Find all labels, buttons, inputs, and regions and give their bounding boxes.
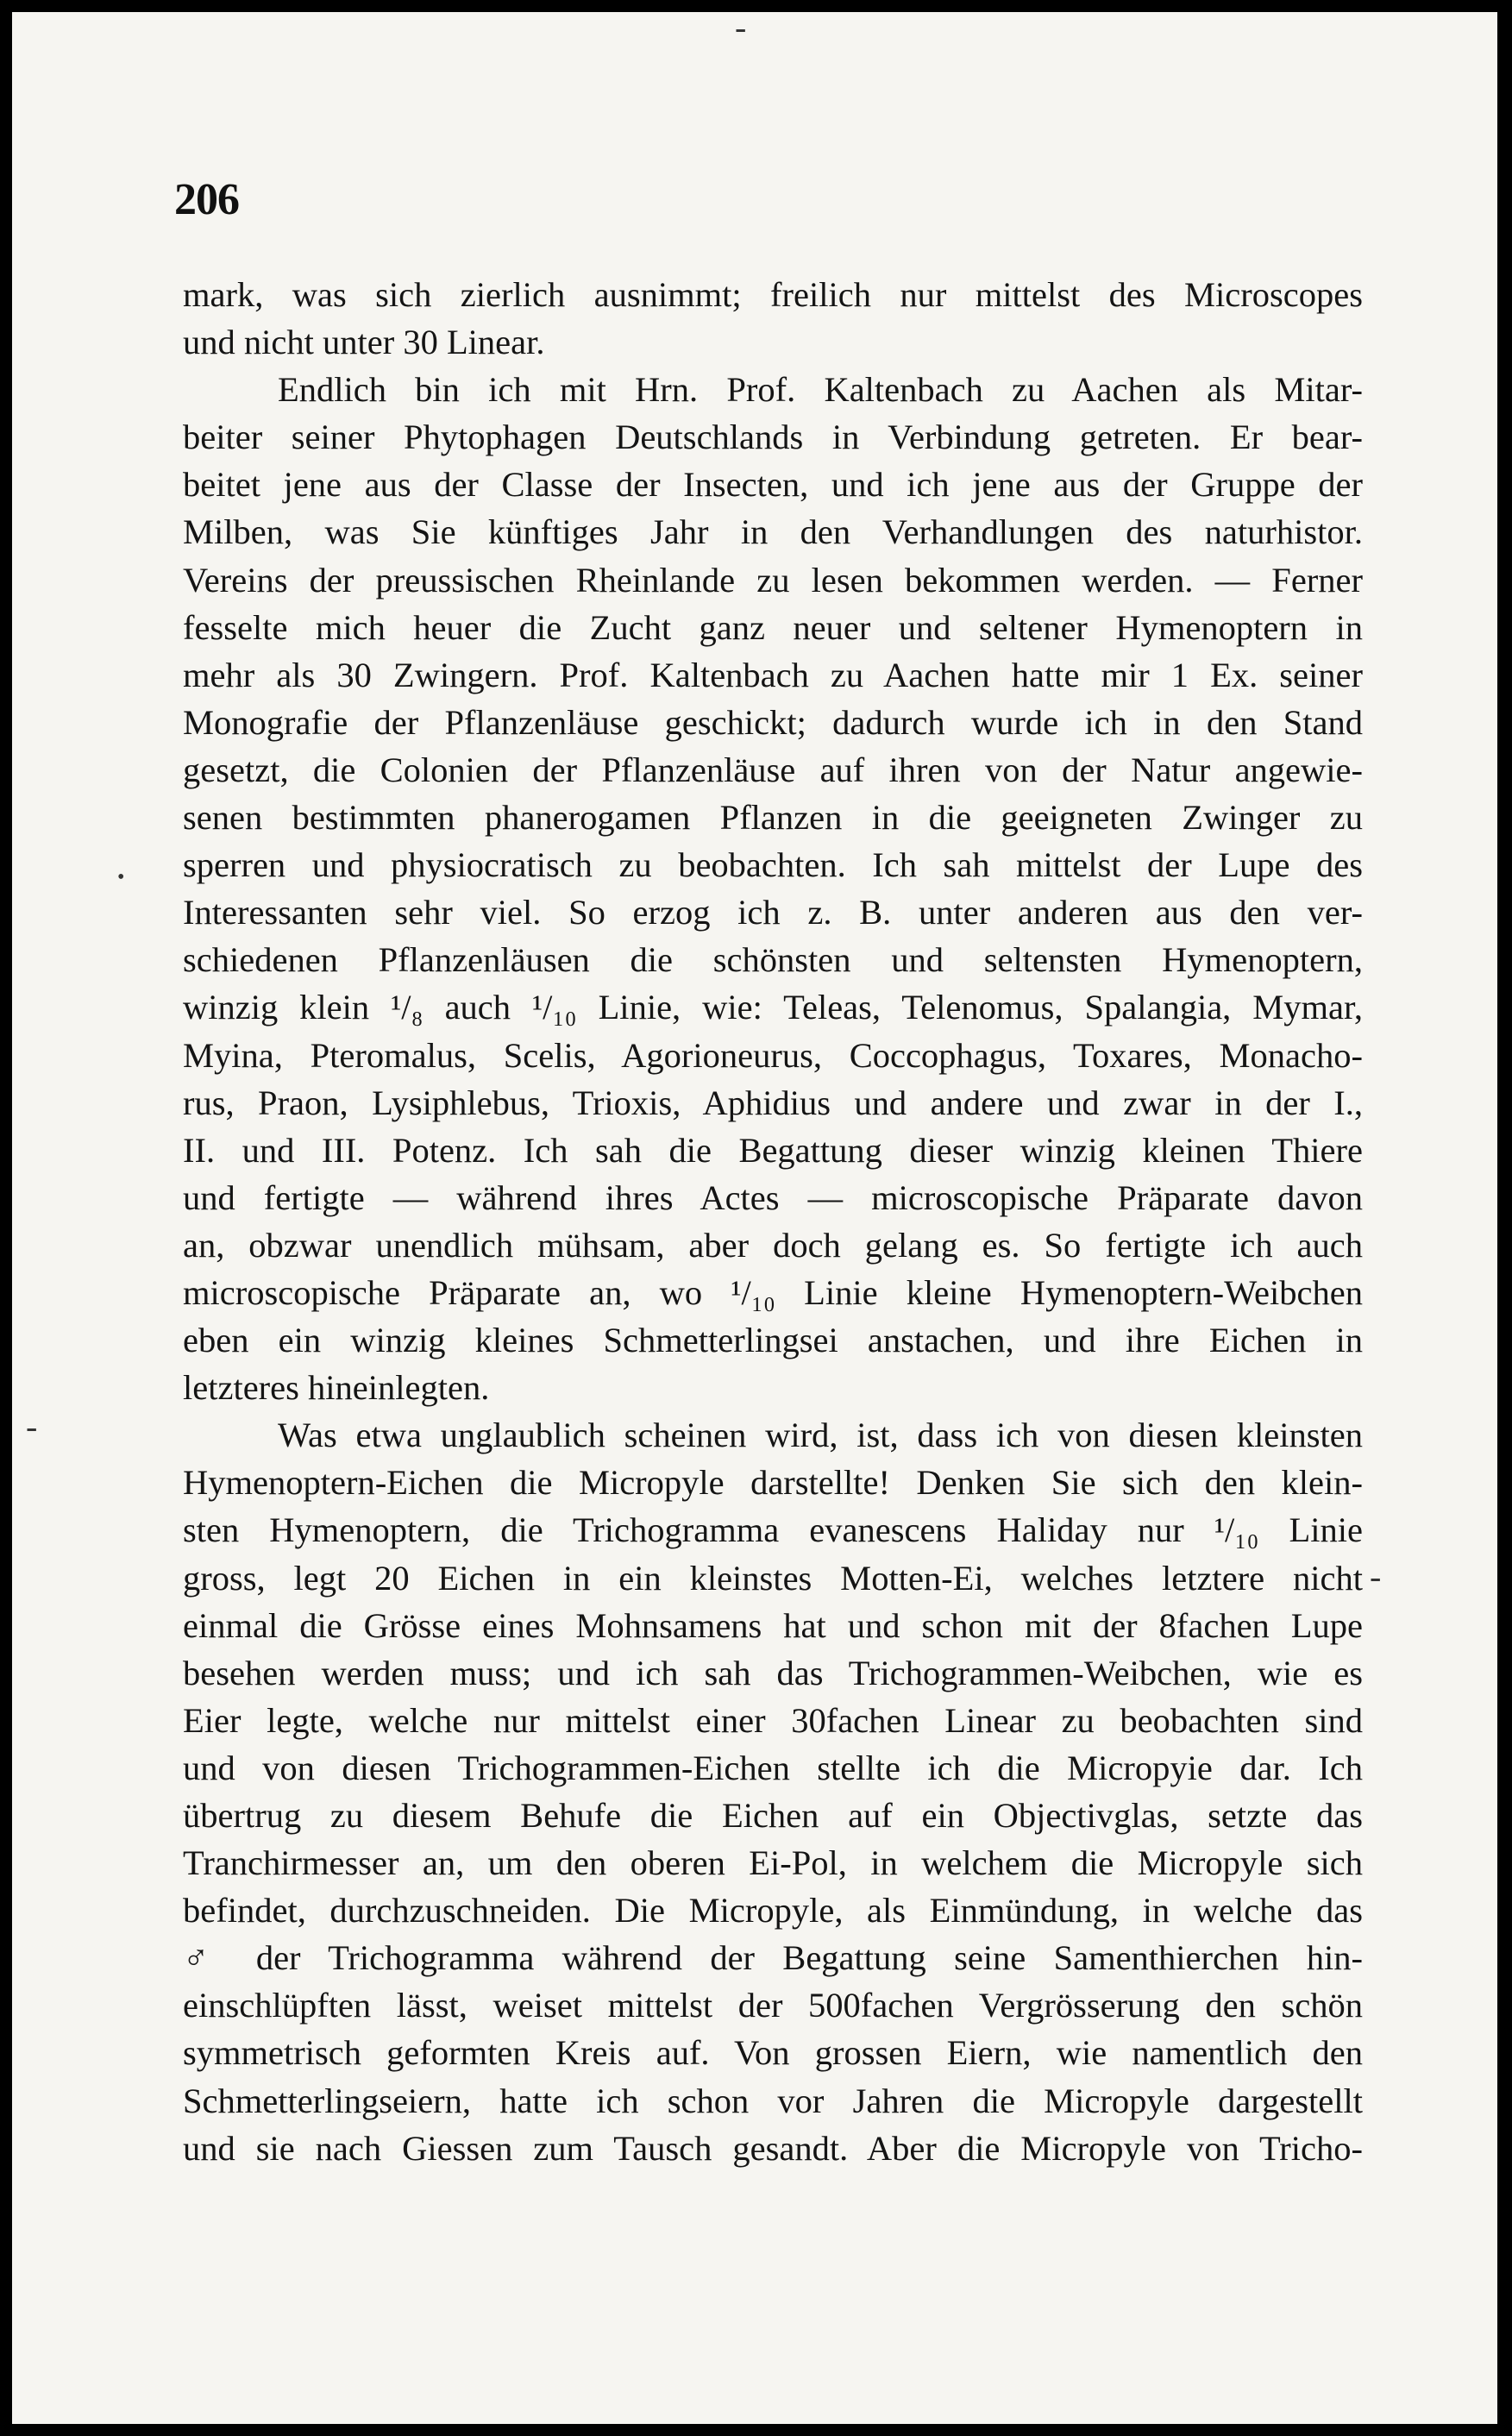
text-line: Endlich bin ich mit Hrn. Prof. Kaltenbach zu Aachen als Mitar-	[278, 370, 1363, 410]
left-edge-mark: -	[26, 1407, 38, 1446]
text-line: schiedenen Pflanzenläusen die schönsten und seltensten Hymenoptern,	[183, 940, 1363, 980]
text-line: mehr als 30 Zwingern. Prof. Kaltenbach zu Aachen hatte mir 1 Ex. seiner	[183, 655, 1363, 694]
text-line: microscopische Präparate an, wo ¹/₁₀ Linie kleine Hymenoptern-Weibchen	[183, 1272, 1363, 1312]
top-edge-mark: -	[735, 12, 747, 47]
text-line: und von diesen Trichogrammen-Eichen stellte ich die Micropyie dar. Ich	[183, 1748, 1363, 1787]
text-line: und nicht unter 30 Linear.	[183, 323, 545, 362]
margin-dot: •	[117, 866, 125, 888]
text-line: Myina, Pteromalus, Scelis, Agorioneurus, Coccophagus, Toxares, Monacho-	[183, 1035, 1363, 1075]
text-line: einschlüpften lässt, weiset mittelst der 500fachen Vergrösserung den schön	[183, 1986, 1363, 2025]
text-line: sten Hymenoptern, die Trichogramma evanescens Haliday nur ¹/₁₀ Linie	[183, 1510, 1363, 1550]
text-line: Eier legte, welche nur mittelst einer 30fachen Linear zu beobachten sind	[183, 1700, 1363, 1740]
text-line: beiter seiner Phytophagen Deutschlands in Verbindung getreten. Er bear-	[183, 418, 1363, 457]
text-line: gesetzt, die Colonien der Pflanzenläuse auf ihren von der Natur angewie-	[183, 750, 1363, 789]
text-line: Interessanten sehr viel. So erzog ich z. B. unter anderen aus den ver-	[183, 893, 1363, 932]
text-line: an, obzwar unendlich mühsam, aber doch gelang es. So fertigte ich auch	[183, 1225, 1363, 1265]
text-line: Hymenoptern-Eichen die Micropyle darstellte! Denken Sie sich den klein-	[183, 1463, 1363, 1503]
text-line: symmetrisch geformten Kreis auf. Von grossen Eiern, wie namentlich den	[183, 2033, 1363, 2073]
text-line: Milben, was Sie künftiges Jahr in den Verhandlungen des naturhistor.	[183, 512, 1363, 552]
text-line: Monografie der Pflanzenläuse geschickt; dadurch wurde ich in den Stand	[183, 702, 1363, 742]
text-line: letzteres hineinlegten.	[183, 1368, 490, 1408]
text-line: eben ein winzig kleines Schmetterlingsei anstachen, und ihre Eichen in	[183, 1321, 1363, 1360]
text-line: II. und III. Potenz. Ich sah die Begattung dieser winzig kleinen Thiere	[183, 1130, 1363, 1170]
text-line: und fertigte — während ihres Actes — microscopische Präparate davon	[183, 1177, 1363, 1217]
text-line: rus, Praon, Lysiphlebus, Trioxis, Aphidius und andere und zwar in der I.,	[183, 1083, 1363, 1122]
text-line: Vereins der preussischen Rheinlande zu lesen bekommen werden. — Ferner	[183, 560, 1363, 600]
text-line: übertrug zu diesem Behufe die Eichen auf ein Objectivglas, setzte das	[183, 1796, 1363, 1835]
book-page	[12, 12, 1497, 2424]
text-line: sperren und physiocratisch zu beobachten. Ich sah mittelst der Lupe des	[183, 845, 1363, 885]
text-line: einmal die Grösse eines Mohnsamens hat und schon mit der 8fachen Lupe	[183, 1605, 1363, 1645]
text-line: befindet, durchzuschneiden. Die Micropyle, als Einmündung, in welche das	[183, 1891, 1363, 1931]
text-line: Tranchirmesser an, um den oberen Ei-Pol, in welchem die Micropyle sich	[183, 1843, 1363, 1883]
text-line: besehen werden muss; und ich sah das Trichogrammen-Weibchen, wie es	[183, 1653, 1363, 1692]
text-line: Was etwa unglaublich scheinen wird, ist, dass ich von diesen kleinsten	[278, 1416, 1363, 1455]
text-line: Schmetterlingseiern, hatte ich schon vor Jahren die Micropyle dargestellt	[183, 2081, 1363, 2120]
text-line: und sie nach Giessen zum Tausch gesandt. Aber die Micropyle von Tricho-	[183, 2128, 1363, 2168]
text-line: winzig klein ¹/₈ auch ¹/₁₀ Linie, wie: Teleas, Telenomus, Spalangia, Mymar,	[183, 988, 1363, 1027]
text-line: ♂ der Trichogramma während der Begattung seine Samenthierchen hin-	[183, 1938, 1363, 1978]
right-edge-mark: -	[1370, 1557, 1382, 1596]
text-line: beitet jene aus der Classe der Insecten, und ich jene aus der Gruppe der	[183, 465, 1363, 505]
text-line: fesselte mich heuer die Zucht ganz neuer und seltener Hymenoptern in	[183, 607, 1363, 647]
page-number: 206	[174, 175, 239, 224]
text-line: senen bestimmten phanerogamen Pflanzen in die geeigneten Zwinger zu	[183, 798, 1363, 838]
text-line: gross, legt 20 Eichen in ein kleinstes Motten-Ei, welches letztere nicht	[183, 1558, 1363, 1598]
body-text	[183, 271, 1363, 2172]
text-line: mark, was sich zierlich ausnimmt; freilich nur mittelst des Microscopes	[183, 275, 1363, 314]
